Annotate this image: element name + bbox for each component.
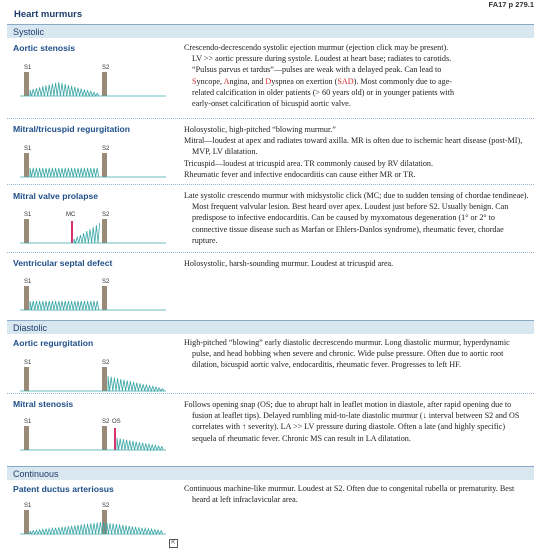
murmur-name-mitral-valve-prolapse: Mitral valve prolapse bbox=[13, 191, 99, 201]
opening-snap-bar bbox=[114, 428, 116, 450]
s1-bar bbox=[24, 426, 29, 450]
divider bbox=[7, 118, 534, 119]
s2-label: S2 bbox=[102, 146, 110, 152]
description-mitral-valve-prolapse: Late systolic crescendo murmur with midsystolic click (MC; due to sudden tensing of chordae tendineae). Most frequent valvular lesion. Best heard over apex. Loudest just before S2. Usually benign. Can predispose to infective endocarditis. Can be caused by myxomatous degeneration (1° or 2° to connective tissue disease such as Marfan or Ehlers-Danlos syndrome), rheumatic fever, chordae rupture. bbox=[184, 191, 529, 245]
expand-icon[interactable]: ⇱ bbox=[169, 539, 178, 548]
s2-bar bbox=[102, 426, 107, 450]
murmur-wave bbox=[108, 376, 164, 391]
s2-bar bbox=[102, 72, 107, 96]
section-continuous: Continuous bbox=[7, 466, 534, 480]
waveform-patent-ductus-arteriosus bbox=[18, 498, 168, 538]
s1-label: S1 bbox=[24, 503, 32, 509]
s1-label: S1 bbox=[24, 279, 32, 285]
description-mitral-tricuspid-regurgitation: Holosystolic, high-pitched “blowing murmur.” Mitral—loudest at apex and radiates toward axilla. MR is often due to ischemic heart disease (post-MI), MVP, LV dilatation. Tricuspid—loudest at tricuspid area. TR commonly caused by RV dilatation. Rheumatic fever and infective endocarditis can cause either MR or TR. bbox=[184, 125, 523, 179]
waveform-mitral-regurgitation bbox=[18, 141, 168, 181]
murmur-name-aortic-stenosis: Aortic stenosis bbox=[13, 43, 76, 53]
s1-label: S1 bbox=[24, 212, 32, 218]
s1-label: S1 bbox=[24, 360, 32, 366]
murmur-name-patent-ductus-arteriosus: Patent ductus arteriosus bbox=[13, 484, 114, 494]
murmur-wave bbox=[30, 168, 99, 177]
midsystolic-click-bar bbox=[71, 221, 73, 243]
murmur-wave bbox=[30, 301, 99, 310]
divider bbox=[7, 393, 534, 394]
s1-bar bbox=[24, 367, 29, 391]
s1-bar bbox=[24, 153, 29, 177]
murmur-name-mitral-stenosis: Mitral stenosis bbox=[13, 399, 74, 409]
os-label: OS bbox=[112, 419, 121, 425]
murmur-wave bbox=[30, 82, 99, 96]
waveform-ventricular-septal-defect bbox=[18, 274, 168, 314]
s2-label: S2 bbox=[102, 360, 110, 366]
section-diastolic: Diastolic bbox=[7, 320, 534, 334]
murmur-name-mitral-tricuspid-regurgitation: Mitral/tricuspid regurgitation bbox=[13, 124, 130, 134]
s2-label: S2 bbox=[102, 212, 110, 218]
waveform-aortic-regurgitation bbox=[18, 355, 168, 395]
divider bbox=[7, 252, 534, 253]
mc-label: MC bbox=[66, 212, 76, 218]
murmur-wave bbox=[30, 522, 163, 534]
s1-bar bbox=[24, 286, 29, 310]
description-ventricular-septal-defect: Holosystolic, harsh-sounding murmur. Loudest at tricuspid area. bbox=[184, 259, 394, 268]
description-aortic-regurgitation: High-pitched “blowing” early diastolic decrescendo murmur. Long diastolic murmur, hyperdynamic pulse, and head bobbing when severe and chronic. Wide pulse pressure. Often due to aortic root dilation, bicuspid aortic valve, endocarditis, rheumatic fever. Progresses to left HF. bbox=[184, 338, 510, 370]
page-title: Heart murmurs bbox=[14, 9, 83, 20]
s1-label: S1 bbox=[24, 65, 32, 71]
murmur-wave bbox=[74, 223, 100, 243]
s1-label: S1 bbox=[24, 419, 32, 425]
waveform-mitral-valve-prolapse bbox=[18, 207, 168, 247]
s1-bar bbox=[24, 219, 29, 243]
description-patent-ductus-arteriosus: Continuous machine-like murmur. Loudest at S2. Often due to congenital rubella or prematurity. Best heard at left infraclavicular area. bbox=[184, 484, 515, 505]
s2-bar bbox=[102, 219, 107, 243]
description-aortic-stenosis: Crescendo-decrescendo systolic ejection murmur (ejection click may be present). LV >> aortic pressure during systole. Loudest at heart base; radiates to carotids. “Pulsus parvus et tardus”—pulses are weak with a delayed peak. Can lead to Syncope, Angina, and Dyspnea on exertion (SAD). Most commonly due to age- related calcification in older patients (> 60 years old) or in younger patients with early-onset calcification of bicuspid aortic valve. bbox=[184, 43, 455, 109]
murmur-name-aortic-regurgitation: Aortic regurgitation bbox=[13, 338, 94, 348]
s2-bar bbox=[102, 367, 107, 391]
divider bbox=[7, 184, 534, 185]
s2-label: S2 bbox=[102, 503, 110, 509]
waveform-mitral-stenosis bbox=[18, 414, 168, 454]
s1-label: S1 bbox=[24, 146, 32, 152]
section-systolic: Systolic bbox=[7, 24, 534, 38]
s2-bar bbox=[102, 153, 107, 177]
s2-label: S2 bbox=[102, 419, 110, 425]
s1-bar bbox=[24, 510, 29, 534]
s2-label: S2 bbox=[102, 279, 110, 285]
waveform-aortic-stenosis bbox=[18, 60, 168, 100]
s2-bar bbox=[102, 286, 107, 310]
description-mitral-stenosis: Follows opening snap (OS; due to abrupt halt in leaflet motion in diastole, after rapid opening due to fusion at leaflet tips). Delayed rumbling mid-to-late diastolic murmur (↓ interval between S2 and OS correlates with ↑ severity). LA >> LV pressure during diastole. Often a late (and highly specific) sequela of rheumatic fever. Chronic MS can result in LA dilatation. bbox=[184, 400, 520, 443]
page-reference: FA17 p 279.1 bbox=[488, 0, 534, 9]
s1-bar bbox=[24, 72, 29, 96]
murmur-wave bbox=[117, 438, 163, 450]
murmur-name-ventricular-septal-defect: Ventricular septal defect bbox=[13, 258, 113, 268]
s2-label: S2 bbox=[102, 65, 110, 71]
